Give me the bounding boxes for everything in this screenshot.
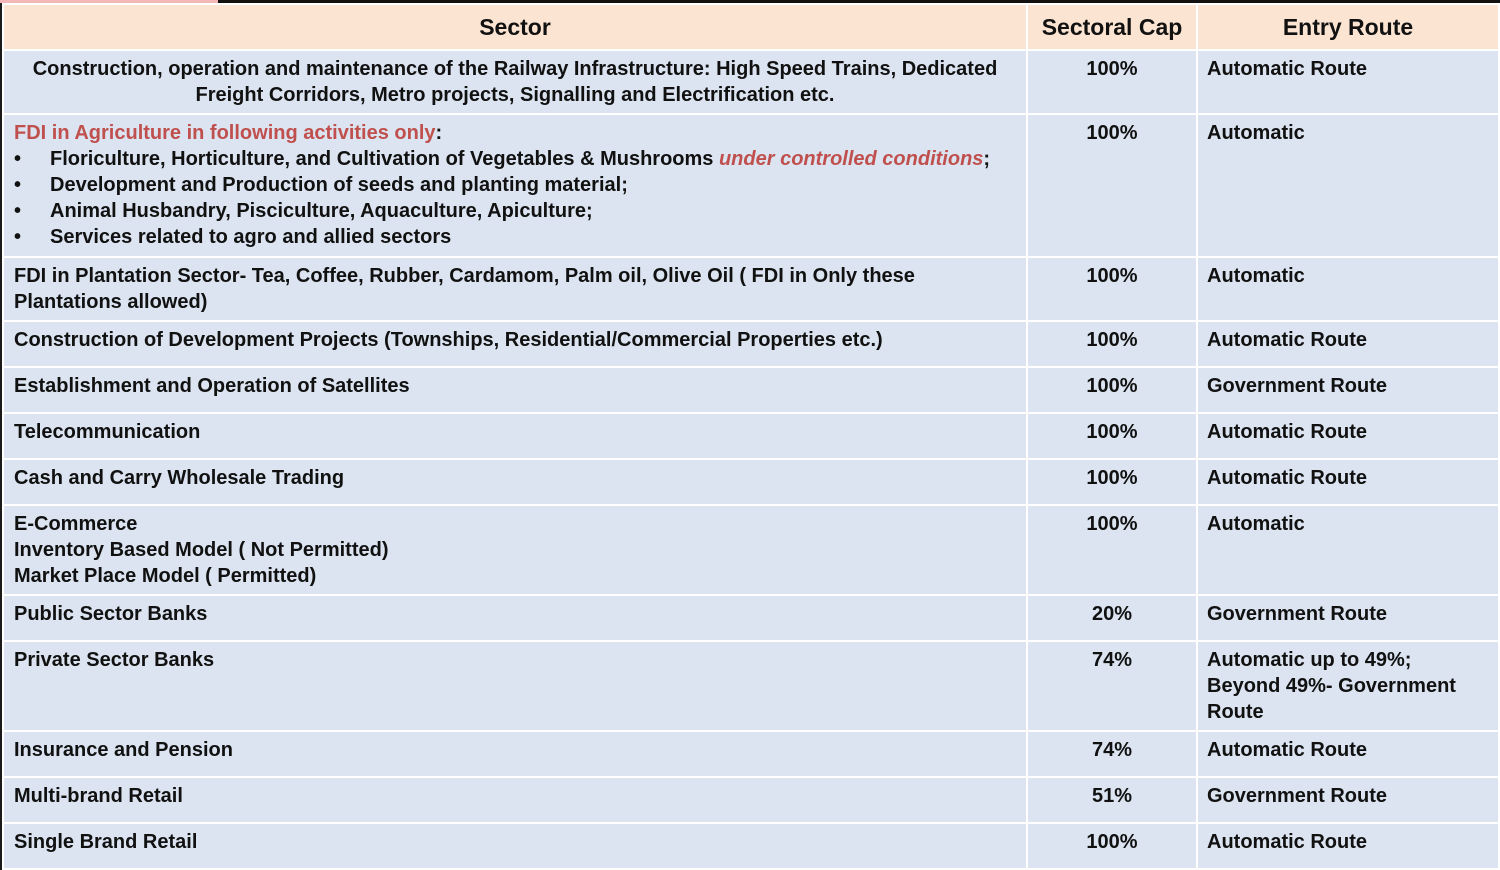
route-cell: Automatic Route xyxy=(1197,50,1499,114)
route-cell: Automatic Route xyxy=(1197,731,1499,777)
cap-cell: 100% xyxy=(1027,823,1197,869)
header-sector: Sector xyxy=(3,4,1027,50)
table-row xyxy=(3,367,1499,413)
table-row xyxy=(3,777,1499,823)
cap-cell: 51% xyxy=(1027,777,1197,823)
cap-cell: 100% xyxy=(1027,50,1197,114)
sector-cell: Establishment and Operation of Satellites xyxy=(3,367,1027,413)
cap-cell: 100% xyxy=(1027,114,1197,257)
fdi-sector-table xyxy=(2,3,1500,870)
list-item xyxy=(14,172,1016,198)
table-header-row xyxy=(3,4,1499,50)
route-cell: Automatic up to 49%; Beyond 49%- Government Route xyxy=(1197,641,1499,731)
bullet-icon: • xyxy=(14,174,22,196)
bullet-icon: • xyxy=(14,148,22,170)
table-row xyxy=(3,459,1499,505)
sector-cell: Construction, operation and maintenance of the Railway Infrastructure: High Speed Trains, Dedicated Freight Corridors, Metro projects, Signalling and Electrification etc. xyxy=(3,50,1027,114)
cap-cell: 100% xyxy=(1027,257,1197,321)
cap-cell: 100% xyxy=(1027,459,1197,505)
sector-cell: FDI in Plantation Sector- Tea, Coffee, Rubber, Cardamom, Palm oil, Olive Oil ( FDI in Only these Plantations allowed) xyxy=(3,257,1027,321)
table-row xyxy=(3,50,1499,114)
sector-cell: Construction of Development Projects (Townships, Residential/Commercial Properties etc.) xyxy=(3,321,1027,367)
sector-cell: Telecommunication xyxy=(3,413,1027,459)
table-row xyxy=(3,505,1499,595)
table-row xyxy=(3,641,1499,731)
agriculture-heading-colon: : xyxy=(435,122,443,144)
table-row xyxy=(3,823,1499,869)
agriculture-heading xyxy=(14,120,1016,146)
cap-cell: 100% xyxy=(1027,367,1197,413)
sector-cell: Multi-brand Retail xyxy=(3,777,1027,823)
list-item-emphasis: under controlled conditions xyxy=(718,148,984,170)
list-item xyxy=(14,224,1016,250)
list-item xyxy=(14,198,1016,224)
sector-cell: Single Brand Retail xyxy=(3,823,1027,869)
agriculture-heading-text: FDI in Agriculture in following activities only xyxy=(14,122,436,144)
list-item-text: Floriculture, Horticulture, and Cultivation of Vegetables & Mushrooms xyxy=(50,148,719,170)
table-row xyxy=(3,413,1499,459)
route-cell: Government Route xyxy=(1197,595,1499,641)
route-cell: Automatic Route xyxy=(1197,413,1499,459)
ecommerce-marketplace-model: Market Place Model ( Permitted) xyxy=(14,565,317,587)
route-cell: Automatic Route xyxy=(1197,459,1499,505)
list-item-text: Development and Production of seeds and planting material; xyxy=(50,174,628,196)
table-row xyxy=(3,595,1499,641)
route-cell: Automatic xyxy=(1197,505,1499,595)
list-item-text: Animal Husbandry, Pisciculture, Aquaculture, Apiculture; xyxy=(50,200,593,222)
sector-cell: Cash and Carry Wholesale Trading xyxy=(3,459,1027,505)
sector-cell: Private Sector Banks xyxy=(3,641,1027,731)
cap-cell: 100% xyxy=(1027,413,1197,459)
table-row xyxy=(3,114,1499,257)
route-cell: Government Route xyxy=(1197,777,1499,823)
sector-cell xyxy=(3,114,1027,257)
list-item xyxy=(14,146,1016,172)
ecommerce-title: E-Commerce xyxy=(14,513,138,535)
header-entry-route: Entry Route xyxy=(1197,4,1499,50)
route-cell: Automatic Route xyxy=(1197,321,1499,367)
list-item-end: ; xyxy=(983,148,991,170)
list-item-text: Services related to agro and allied sectors xyxy=(50,226,452,248)
route-cell: Automatic xyxy=(1197,114,1499,257)
table-row xyxy=(3,321,1499,367)
cap-cell: 20% xyxy=(1027,595,1197,641)
cap-cell: 74% xyxy=(1027,731,1197,777)
bullet-icon: • xyxy=(14,226,22,248)
table-row xyxy=(3,257,1499,321)
table-row xyxy=(3,731,1499,777)
route-cell: Government Route xyxy=(1197,367,1499,413)
route-cell: Automatic xyxy=(1197,257,1499,321)
agriculture-activity-list xyxy=(14,146,1016,250)
cap-cell: 100% xyxy=(1027,321,1197,367)
sector-cell: Insurance and Pension xyxy=(3,731,1027,777)
cap-cell: 100% xyxy=(1027,505,1197,595)
sector-cell: Public Sector Banks xyxy=(3,595,1027,641)
cap-cell: 74% xyxy=(1027,641,1197,731)
bullet-icon: • xyxy=(14,200,22,222)
header-sectoral-cap: Sectoral Cap xyxy=(1027,4,1197,50)
ecommerce-inventory-model: Inventory Based Model ( Not Permitted) xyxy=(14,539,389,561)
route-cell: Automatic Route xyxy=(1197,823,1499,869)
sector-cell xyxy=(3,505,1027,595)
